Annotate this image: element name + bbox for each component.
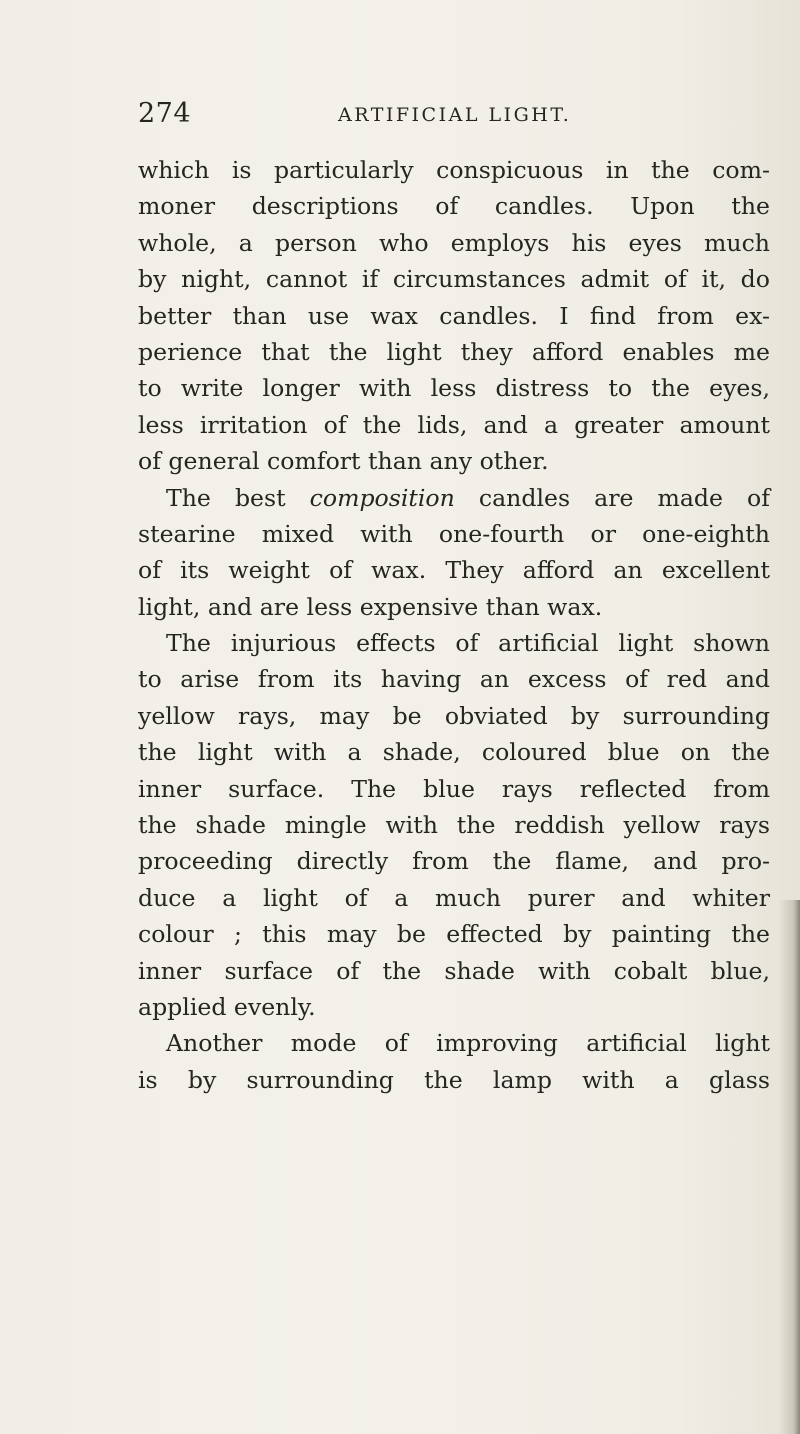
text-line: inner surface. The blue rays reflected from <box>138 774 770 803</box>
text-line: whole, a person who employs his eyes much <box>138 228 770 257</box>
page-number: 274 <box>138 98 192 129</box>
text-line: the shade mingle with the reddish yellow rays <box>138 811 770 840</box>
text-line: light, and are less expensive than wax. <box>138 592 603 621</box>
page-header <box>138 98 778 138</box>
text-line: proceeding directly from the flame, and pro- <box>138 847 770 876</box>
text-line <box>138 480 770 516</box>
text-line: of its weight of wax. They afford an excellent <box>138 556 770 585</box>
text-line: which is particularly conspicuous in the com- <box>138 156 770 184</box>
body-text <box>138 152 770 1098</box>
text-line: duce a light of a much purer and whiter <box>138 883 770 912</box>
text-line: moner descriptions of candles. Upon the <box>138 192 770 221</box>
text-line: inner surface of the shade with cobalt blue, <box>138 956 770 985</box>
text-line: stearine mixed with one-fourth or one-eighth <box>138 519 770 548</box>
text-line: to arise from its having an excess of red and <box>138 665 770 694</box>
page-edge-shadow <box>778 900 800 1434</box>
text-line: yellow rays, may be obviated by surrounding <box>138 701 770 730</box>
text-line: perience that the light they afford enables me <box>138 337 770 366</box>
text-line: colour ; this may be effected by painting the <box>138 920 770 949</box>
text-line: to write longer with less distress to the eyes, <box>138 374 770 403</box>
text-segment: The best <box>166 483 310 512</box>
text-line: by night, cannot if circumstances admit of it, do <box>138 265 770 294</box>
text-line: is by surrounding the lamp with a glass <box>138 1065 770 1094</box>
text-line: Another mode of improving artificial light <box>166 1029 770 1058</box>
emphasized-word: composition <box>309 483 455 512</box>
text-line: the light with a shade, coloured blue on the <box>138 738 770 767</box>
text-segment: candles are made of <box>454 483 770 512</box>
text-line: applied evenly. <box>138 992 316 1021</box>
text-line: better than use wax candles. I find from ex- <box>138 301 770 330</box>
text-line: less irritation of the lids, and a greater amount <box>138 410 770 439</box>
text-line: of general comfort than any other. <box>138 447 549 476</box>
running-head: ARTIFICIAL LIGHT. <box>338 104 572 126</box>
text-line: The injurious effects of artificial light shown <box>166 629 770 658</box>
